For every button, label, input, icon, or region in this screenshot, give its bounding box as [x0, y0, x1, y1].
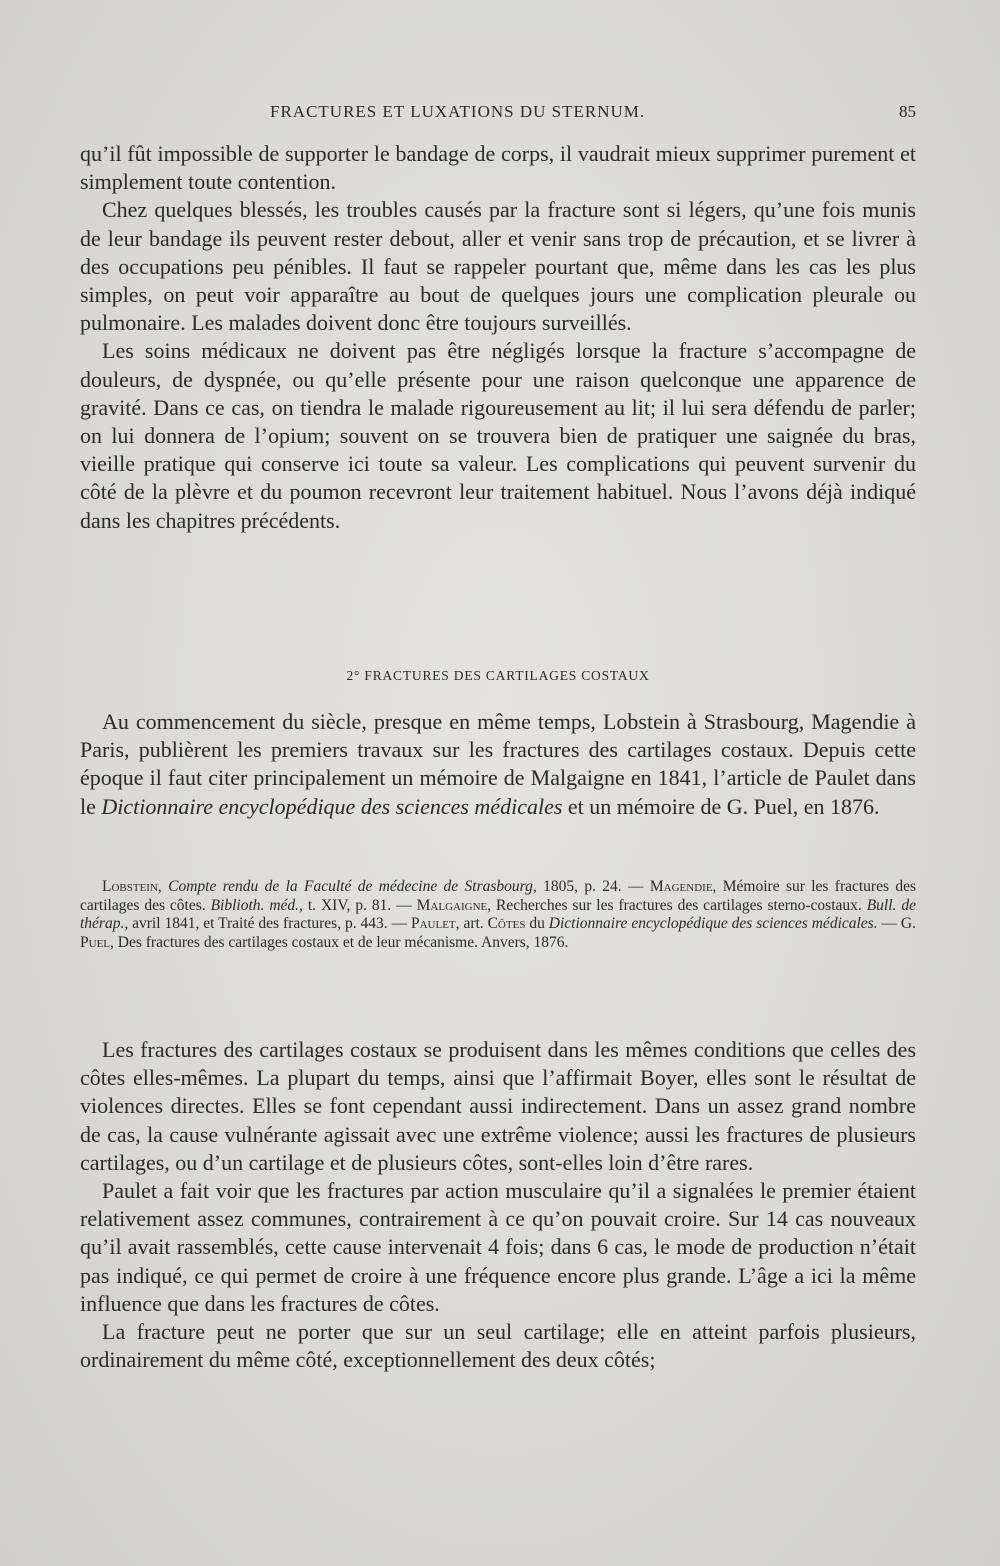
paragraph: La fracture peut ne porter que sur un seul cartilage; elle en atteint parfois plusieurs, ordinairement du même côté, exceptionnellement des deux côtés;	[80, 1319, 916, 1373]
text-run: 1805, p. 24. —	[536, 878, 650, 895]
text-run: Mémoire sur les fractures des cartilages des côtes.	[80, 878, 917, 914]
work-title: Bull. de thérap.,	[80, 896, 916, 933]
section-intro	[80, 708, 916, 821]
running-header	[80, 102, 916, 128]
article-word: Côtes	[487, 915, 526, 933]
author-name: Paulet,	[410, 915, 460, 933]
paragraph: qu’il fût impossible de supporter le bandage de corps, il vaudrait mieux supprimer purement et simplement toute contention.	[80, 141, 916, 195]
text-run: du	[525, 915, 549, 933]
paragraph: Les soins médicaux ne doivent pas être négligés lorsque la fracture s’accompagne de douleurs, de dyspnée, ou qu’elle présente pour une raison quelconque une apparence de gravité. Dans ce cas, on tiendra le malade rigoureusement au lit; il lui sera défendu de parler; on lui donnera de l’opium; souvent on se trouvera bien de pratiquer une saignée du bras, vieille pratique qui conserve ici toute sa valeur. Les complications qui peuvent survenir du côté de la plèvre et du poumon recevront leur traitement habituel. Nous l’avons déjà indiqué dans les chapitres précédents.	[80, 338, 916, 533]
running-title: FRACTURES ET LUXATIONS DU STERNUM.	[270, 102, 646, 121]
text-run: — G.	[877, 915, 917, 933]
author-name: Malgaigne,	[416, 896, 492, 914]
text-run: Au commencement du siècle, presque en même temps, Lobstein à Strasbourg, Magendie à Paris, publièrent les premiers travaux sur les fractures des cartilages costaux. Depuis cette époque il faut citer principalement un mémoire de Malgaigne en 1841, l’article de Paulet dans le	[80, 709, 916, 819]
text-run: et un mémoire de G. Puel, en 1876.	[562, 793, 880, 819]
text-run: t. XIV, p. 81. —	[302, 896, 417, 914]
italic-title: Dictionnaire encyclopédique des sciences médicales	[101, 793, 563, 819]
page-number: 85	[899, 102, 916, 121]
paragraph	[80, 708, 916, 821]
bibliography-paragraph	[80, 878, 916, 952]
section-continued-text	[80, 140, 916, 535]
paragraph: Paulet a fait voir que les fractures par action musculaire qu’il a signalées le premier étaient relativement assez communes, contrairement à ce qu’on pouvait croire. Sur 14 cas nouveaux qu’il avait rassemblés, cette cause intervenait 4 fois; dans 6 cas, le mode de production n’était pas indiqué, ce qui permet de croire à une fréquence encore plus grande. L’âge a ici la même influence que dans les fractures de côtes.	[80, 1178, 916, 1316]
section-heading: 2° FRACTURES DES CARTILAGES COSTAUX	[346, 668, 650, 683]
work-title: Compte rendu de la Faculté de médecine de Strasbourg,	[161, 878, 537, 895]
bibliography-note	[80, 878, 916, 952]
author-name: Puel,	[80, 933, 114, 951]
paragraph: Les fractures des cartilages costaux se produisent dans les mêmes conditions que celles des côtes elles-mêmes. La plupart du temps, ainsi que l’affirmait Boyer, elles sont le résultat de violences directes. Elles se font cependant aussi indirectement. Dans un assez grand nombre de cas, la cause vulnérante agissait avec une extrême violence; aussi les fractures de plusieurs cartilages, ou d’un cartilage et de plusieurs côtes, sont-elles loin d’être rares.	[80, 1037, 916, 1175]
author-name: Magendie,	[649, 878, 717, 895]
section-body	[80, 1036, 916, 1374]
work-title: Biblioth. méd.,	[210, 896, 303, 914]
author-name: Lobstein,	[102, 878, 162, 895]
text-run: Recherches sur les fractures des cartilages sterno-costaux.	[491, 896, 867, 914]
text-run: Des fractures des cartilages costaux et de leur mécanisme. Anvers, 1876.	[113, 933, 569, 951]
text-run: art.	[459, 915, 488, 933]
paragraph: Chez quelques blessés, les troubles causés par la fracture sont si légers, qu’une fois munis de leur bandage ils peuvent rester debout, aller et venir sans trop de précaution, et se livrer à des occupations peu pénibles. Il faut se rappeler pourtant que, même dans les cas les plus simples, on peut voir apparaître au bout de quelques jours une complication pleurale ou pulmonaire. Les malades doivent donc être toujours surveillés.	[80, 197, 916, 336]
text-run: avril 1841, et Traité des fractures, p. 443. —	[128, 915, 411, 933]
work-title: Dictionnaire encyclopédique des sciences médicales.	[548, 915, 878, 933]
